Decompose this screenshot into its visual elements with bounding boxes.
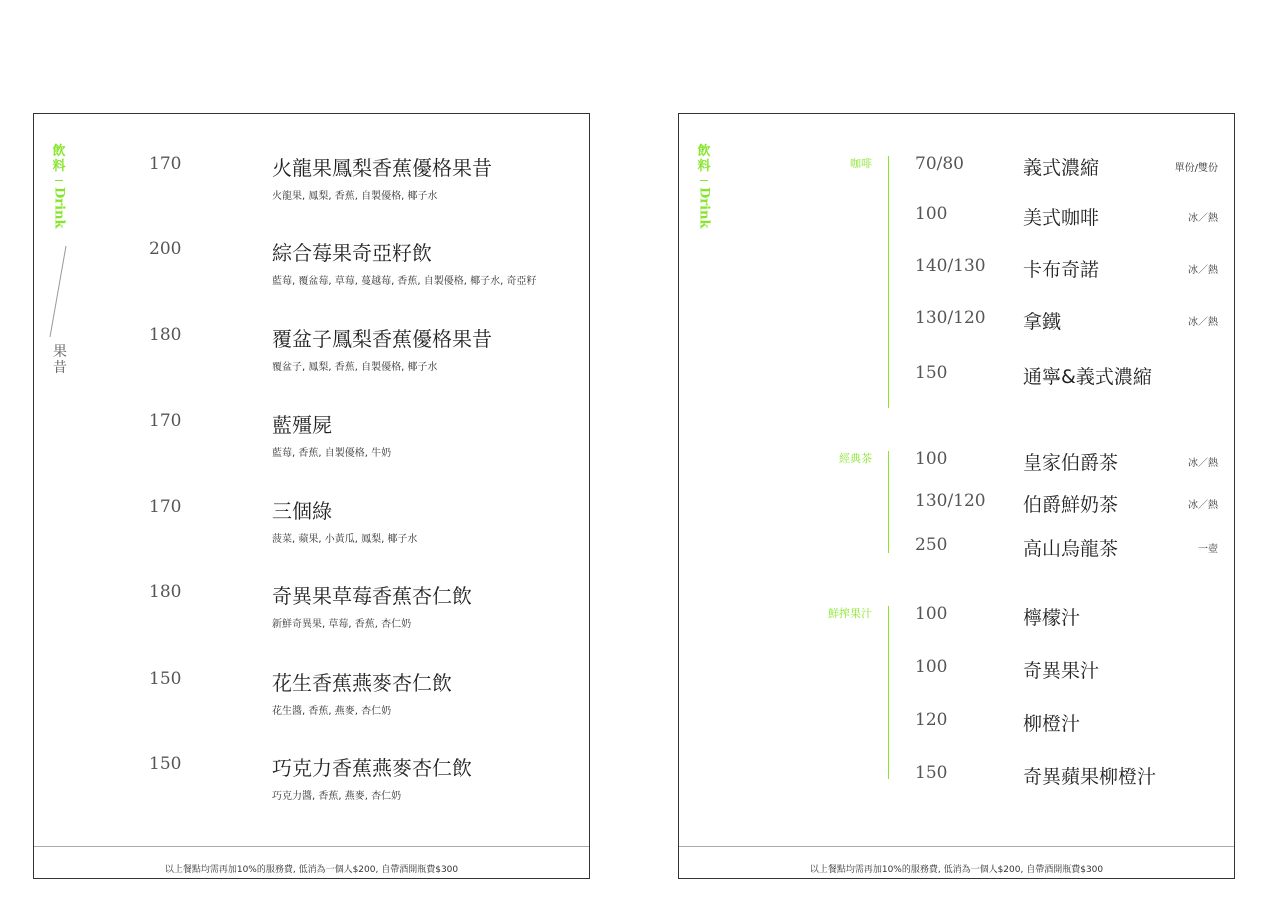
menu-item <box>679 604 1234 634</box>
menu-item <box>679 710 1234 740</box>
label-char-2: 料 <box>52 159 66 174</box>
menu-item <box>679 308 1234 338</box>
item-price: 120 <box>915 710 948 730</box>
item-price: 100 <box>915 449 948 469</box>
item-description: 巧克力醬, 香蕉, 燕麥, 杏仁奶 <box>272 791 402 802</box>
item-price: 100 <box>915 604 948 624</box>
item-name: 皇家伯爵茶 <box>1023 452 1119 474</box>
subsection-char-1: 果 <box>53 344 67 360</box>
item-price: 170 <box>149 154 182 174</box>
item-price: 130/120 <box>915 308 986 328</box>
item-name: 火龍果鳳梨香蕉優格果昔 <box>272 156 492 180</box>
menu-item <box>34 154 589 214</box>
item-price: 100 <box>915 657 948 677</box>
menu-item <box>34 582 589 642</box>
item-price: 170 <box>149 411 182 431</box>
item-name: 奇異蘋果柳橙汁 <box>1023 766 1157 788</box>
menu-item <box>679 363 1234 393</box>
item-name: 花生香蕉燕麥杏仁飲 <box>272 671 452 695</box>
item-price: 180 <box>149 325 182 345</box>
item-name: 高山烏龍茶 <box>1023 538 1119 560</box>
item-name: 拿鐵 <box>1023 311 1062 333</box>
menu-item <box>679 491 1234 521</box>
item-name: 綜合莓果奇亞籽飲 <box>272 241 432 265</box>
item-description: 覆盆子, 鳳梨, 香蕉, 自製優格, 椰子水 <box>272 362 438 373</box>
item-name: 伯爵鮮奶茶 <box>1023 494 1119 516</box>
subsection-char-2: 昔 <box>53 360 67 376</box>
item-description: 花生醬, 香蕉, 燕麥, 杏仁奶 <box>272 706 392 717</box>
item-name: 卡布奇諾 <box>1023 259 1100 281</box>
menu-item <box>679 657 1234 687</box>
item-price: 170 <box>149 497 182 517</box>
label-english: Drink <box>696 187 712 229</box>
item-price: 200 <box>149 239 182 259</box>
footer-note: 以上餐點均需再加10%的服務費, 低消為一個人$200, 自帶酒開瓶費$300 <box>164 865 459 875</box>
item-name: 柳橙汁 <box>1023 713 1081 735</box>
item-name: 巧克力香蕉燕麥杏仁飲 <box>272 756 472 780</box>
item-price: 250 <box>915 535 948 555</box>
item-note: 一壺 <box>1198 544 1218 555</box>
item-name: 覆盆子鳳梨香蕉優格果昔 <box>272 327 492 351</box>
label-char-1: 飲 <box>52 144 66 159</box>
item-description: 菠菜, 蘋果, 小黃瓜, 鳳梨, 椰子水 <box>272 534 418 545</box>
item-name: 奇異果汁 <box>1023 660 1100 682</box>
item-note: 冰／熱 <box>1188 317 1218 328</box>
item-price: 180 <box>149 582 182 602</box>
item-name: 檸檬汁 <box>1023 607 1081 629</box>
footer-note: 以上餐點均需再加10%的服務費, 低消為一個人$200, 自帶酒開瓶費$300 <box>809 865 1104 875</box>
item-name: 奇異果草莓香蕉杏仁飲 <box>272 584 472 608</box>
menu-item <box>679 535 1234 565</box>
footer-divider <box>679 846 1234 847</box>
item-name: 美式咖啡 <box>1023 207 1100 229</box>
menu-item <box>34 669 589 729</box>
category-coffee: 咖啡 <box>850 157 872 170</box>
menu-item <box>679 204 1234 234</box>
menu-item <box>34 411 589 471</box>
menu-item <box>679 256 1234 286</box>
item-price: 150 <box>149 754 182 774</box>
label-char-1: 飲 <box>697 144 711 159</box>
menu-item <box>34 239 589 299</box>
item-name: 義式濃縮 <box>1023 157 1100 179</box>
item-description: 新鮮奇異果, 草莓, 香蕉, 杏仁奶 <box>272 619 412 630</box>
item-price: 150 <box>149 669 182 689</box>
item-price: 130/120 <box>915 491 986 511</box>
label-english: Drink <box>51 187 67 229</box>
category-tea: 經典茶 <box>839 452 872 465</box>
item-name: 三個綠 <box>272 499 332 523</box>
item-description: 火龍果, 鳳梨, 香蕉, 自製優格, 椰子水 <box>272 191 438 202</box>
item-name: 通寧&義式濃縮 <box>1023 366 1152 388</box>
item-name: 藍殭屍 <box>272 413 332 437</box>
item-note: 冰／熱 <box>1188 265 1218 276</box>
menu-page-smoothies <box>33 113 590 879</box>
menu-item <box>679 154 1234 184</box>
footer-divider <box>34 846 589 847</box>
menu-page-drinks <box>678 113 1235 879</box>
menu-item <box>34 754 589 814</box>
menu-item <box>34 497 589 557</box>
item-description: 藍莓, 覆盆莓, 草莓, 蔓越莓, 香蕉, 自製優格, 椰子水, 奇亞籽 <box>272 276 537 287</box>
category-juice: 鮮搾果汁 <box>828 607 872 620</box>
menu-item <box>34 325 589 385</box>
item-price: 150 <box>915 763 948 783</box>
item-note: 冰／熱 <box>1188 213 1218 224</box>
item-description: 藍莓, 香蕉, 自製優格, 牛奶 <box>272 448 392 459</box>
item-price: 70/80 <box>915 154 964 174</box>
label-char-2: 料 <box>697 159 711 174</box>
item-price: 140/130 <box>915 256 986 276</box>
item-note: 單份/雙份 <box>1174 163 1218 174</box>
item-price: 150 <box>915 363 948 383</box>
menu-item <box>679 763 1234 793</box>
menu-item <box>679 449 1234 479</box>
item-note: 冰／熱 <box>1188 458 1218 469</box>
item-price: 100 <box>915 204 948 224</box>
item-note: 冰／熱 <box>1188 500 1218 511</box>
